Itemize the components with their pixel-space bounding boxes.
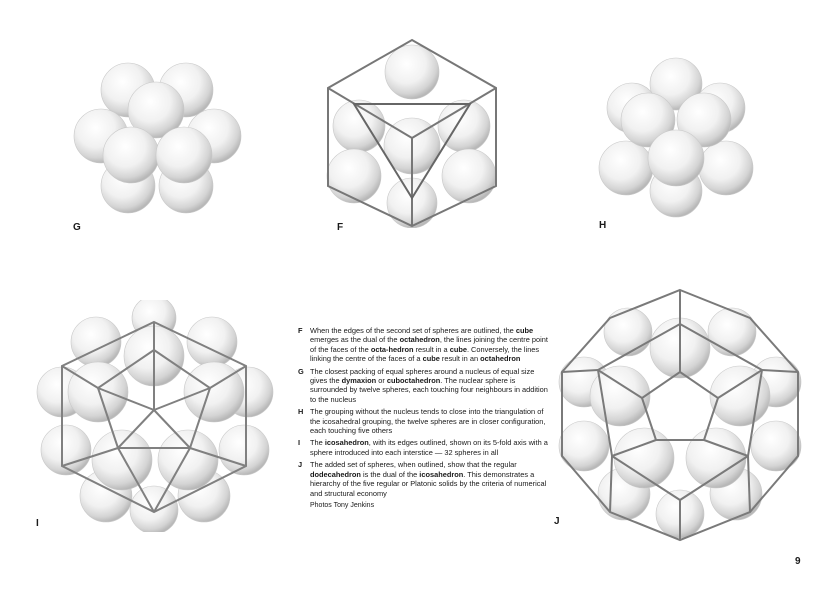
figure-h-icosahedral-spheres [596,56,756,218]
caption-f-text-3: , the lines joining the centre point of the faces of the [310,335,548,354]
caption-f-text-1: When the edges of the second set of spheres are outlined, the [310,326,514,335]
caption-f-text-4: result in a [415,344,448,354]
caption-g-text-1: The closest packing of equal spheres around a nucleus of equal size gives the [310,366,535,386]
caption-f-text-2: emerges as the dual of the [310,335,398,345]
figure-g-label: G [73,222,81,233]
caption-g-text-2: or [378,376,385,386]
caption-h [298,407,550,435]
figure-i-label: I [36,518,39,529]
caption-f-bold-5: cube [422,354,440,364]
caption-j-key: J [298,460,303,470]
page-number: 9 [795,556,801,567]
caption-j-bold-1: dodecahedron [310,469,361,479]
photo-credit: Photos Tony Jenkins [310,501,375,509]
caption-j-bold-2: icosahedron [419,469,464,479]
caption-g-key: G [298,366,304,376]
figure-i-icosahedron-spheres [36,300,276,532]
figure-f-cube-frame-spheres [324,38,502,228]
caption-i [298,438,550,457]
caption-f-bold-3: octa-hedron [370,344,414,354]
caption-j-text-2: is the dual of the [362,469,418,479]
caption-j-text-1: The added set of spheres, when outlined, show that the regular [310,460,517,470]
figure-f-label: F [337,222,344,233]
caption-i-text-2: , with its edges outlined, shown on its 5-fold axis with a sphere introduced into each interstice — 32 spheres in all [310,438,548,457]
caption-g-bold-2: cuboctahedron [386,376,441,386]
caption-f-text-5: . Conversely, the lines linking the centre of the faces of a [310,344,540,364]
caption-f-bold-4: cube [449,344,467,354]
caption-f-bold-2: octahedron [399,335,440,345]
caption-g-text-3: . The nuclear sphere is surrounded by twelve spheres, each touching four neighbours in addition to the nucleus [310,376,548,404]
caption-f-key: F [298,326,303,335]
figure-g-cuboctahedron-spheres [66,58,246,218]
caption-f-bold-6: octahedron [480,354,521,364]
figure-j-dodecahedron-spheres [554,286,810,544]
caption-i-key: I [298,438,301,448]
caption-f [298,326,550,364]
caption-j [298,460,550,498]
figure-h-label: H [599,220,607,231]
caption-h-text: The grouping without the nucleus tends to close into the triangulation of the icosahedral grouping, the twelve spheres are in closer configuration, each touching five others [310,407,546,436]
caption-i-text-1: The [310,438,323,448]
caption-f-bold-1: cube [515,326,534,335]
caption-block [298,326,550,510]
caption-g-bold-1: dymaxion [341,376,377,386]
figure-j-label: J [554,516,560,527]
caption-h-key: H [298,407,304,417]
caption-i-bold-1: icosahedron [324,438,369,448]
caption-f-text-6: result in an [441,354,479,364]
caption-g [298,367,550,405]
caption-j-text-3: . This demonstrates a hierarchy of the five regular or Platonic solids by the criteria of numerical and structural economy [310,469,547,498]
